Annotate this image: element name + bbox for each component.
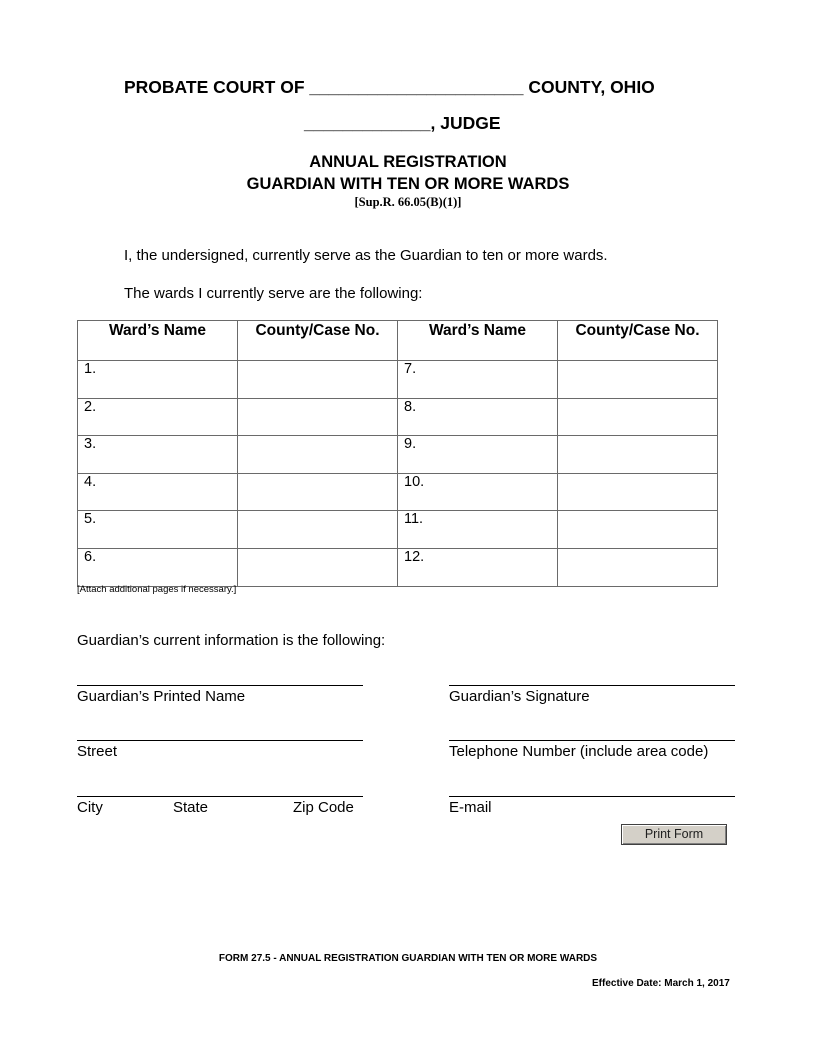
ward-name-cell[interactable]: 11.	[398, 511, 558, 549]
county-case-cell[interactable]	[238, 398, 398, 436]
footer-effective-date: Effective Date: March 1, 2017	[592, 978, 730, 989]
ward-name-cell[interactable]: 1.	[78, 361, 238, 399]
county-case-cell[interactable]	[558, 361, 718, 399]
header-county-case: County/Case No.	[238, 321, 398, 361]
county-case-cell[interactable]	[238, 473, 398, 511]
street-line[interactable]	[77, 740, 363, 741]
email-line[interactable]	[449, 796, 735, 797]
footer-form-title: FORM 27.5 - ANNUAL REGISTRATION GUARDIAN WITH TEN OR MORE WARDS	[218, 953, 598, 964]
wards-intro-text: The wards I currently serve are the following:	[124, 285, 423, 302]
table-row	[78, 361, 718, 399]
ward-name-cell[interactable]: 10.	[398, 473, 558, 511]
statement-text: I, the undersigned, currently serve as the Guardian to ten or more wards.	[124, 247, 608, 264]
ward-name-cell[interactable]: 9.	[398, 436, 558, 474]
state-label: State	[173, 799, 209, 816]
court-prefix: PROBATE COURT OF	[124, 77, 305, 97]
county-case-cell[interactable]	[558, 473, 718, 511]
ward-name-cell[interactable]: 4.	[78, 473, 238, 511]
signature-label: Guardian’s Signature	[449, 688, 590, 705]
zip-label: Zip Code	[293, 799, 354, 816]
city-state-zip-line[interactable]	[77, 796, 363, 797]
county-case-cell[interactable]	[558, 511, 718, 549]
email-label: E-mail	[449, 799, 492, 816]
rule-citation: [Sup.R. 66.05(B)(1)]	[354, 195, 462, 209]
title-line-2: GUARDIAN WITH TEN OR MORE WARDS	[246, 175, 570, 193]
table-row	[78, 473, 718, 511]
ward-name-cell[interactable]: 2.	[78, 398, 238, 436]
telephone-label: Telephone Number (include area code)	[449, 743, 709, 760]
county-case-cell[interactable]	[558, 398, 718, 436]
table-row	[78, 436, 718, 474]
judge-suffix: , JUDGE	[430, 113, 501, 133]
table-row	[78, 548, 718, 586]
guardian-info-intro: Guardian’s current information is the following:	[77, 632, 386, 649]
court-suffix: COUNTY, OHIO	[528, 77, 655, 97]
header-county-case: County/Case No.	[558, 321, 718, 361]
ward-name-cell[interactable]: 8.	[398, 398, 558, 436]
signature-line[interactable]	[449, 685, 735, 686]
county-case-cell[interactable]	[238, 548, 398, 586]
attach-note: [Attach additional pages if necessary.]	[77, 584, 237, 595]
title-line-1: ANNUAL REGISTRATION	[309, 153, 507, 171]
ward-name-cell[interactable]: 7.	[398, 361, 558, 399]
telephone-line[interactable]	[449, 740, 735, 741]
header-wards-name: Ward’s Name	[78, 321, 238, 361]
judge-heading	[304, 113, 501, 134]
wards-table	[77, 320, 718, 587]
county-case-cell[interactable]	[558, 436, 718, 474]
county-case-cell[interactable]	[558, 548, 718, 586]
county-case-cell[interactable]	[238, 436, 398, 474]
printed-name-line[interactable]	[77, 685, 363, 686]
ward-name-cell[interactable]: 5.	[78, 511, 238, 549]
county-case-cell[interactable]	[238, 511, 398, 549]
street-label: Street	[77, 743, 118, 760]
city-label: City	[77, 799, 103, 816]
judge-blank: _____________	[304, 113, 431, 133]
header-wards-name: Ward’s Name	[398, 321, 558, 361]
printed-name-label: Guardian’s Printed Name	[77, 688, 246, 705]
print-form-button[interactable]: Print Form	[621, 824, 727, 845]
ward-name-cell[interactable]: 12.	[398, 548, 558, 586]
ward-name-cell[interactable]: 6.	[78, 548, 238, 586]
table-row	[78, 511, 718, 549]
ward-name-cell[interactable]: 3.	[78, 436, 238, 474]
table-header-row	[78, 321, 718, 361]
county-blank: ______________________	[309, 77, 524, 97]
county-case-cell[interactable]	[238, 361, 398, 399]
court-heading	[124, 77, 655, 98]
table-row	[78, 398, 718, 436]
